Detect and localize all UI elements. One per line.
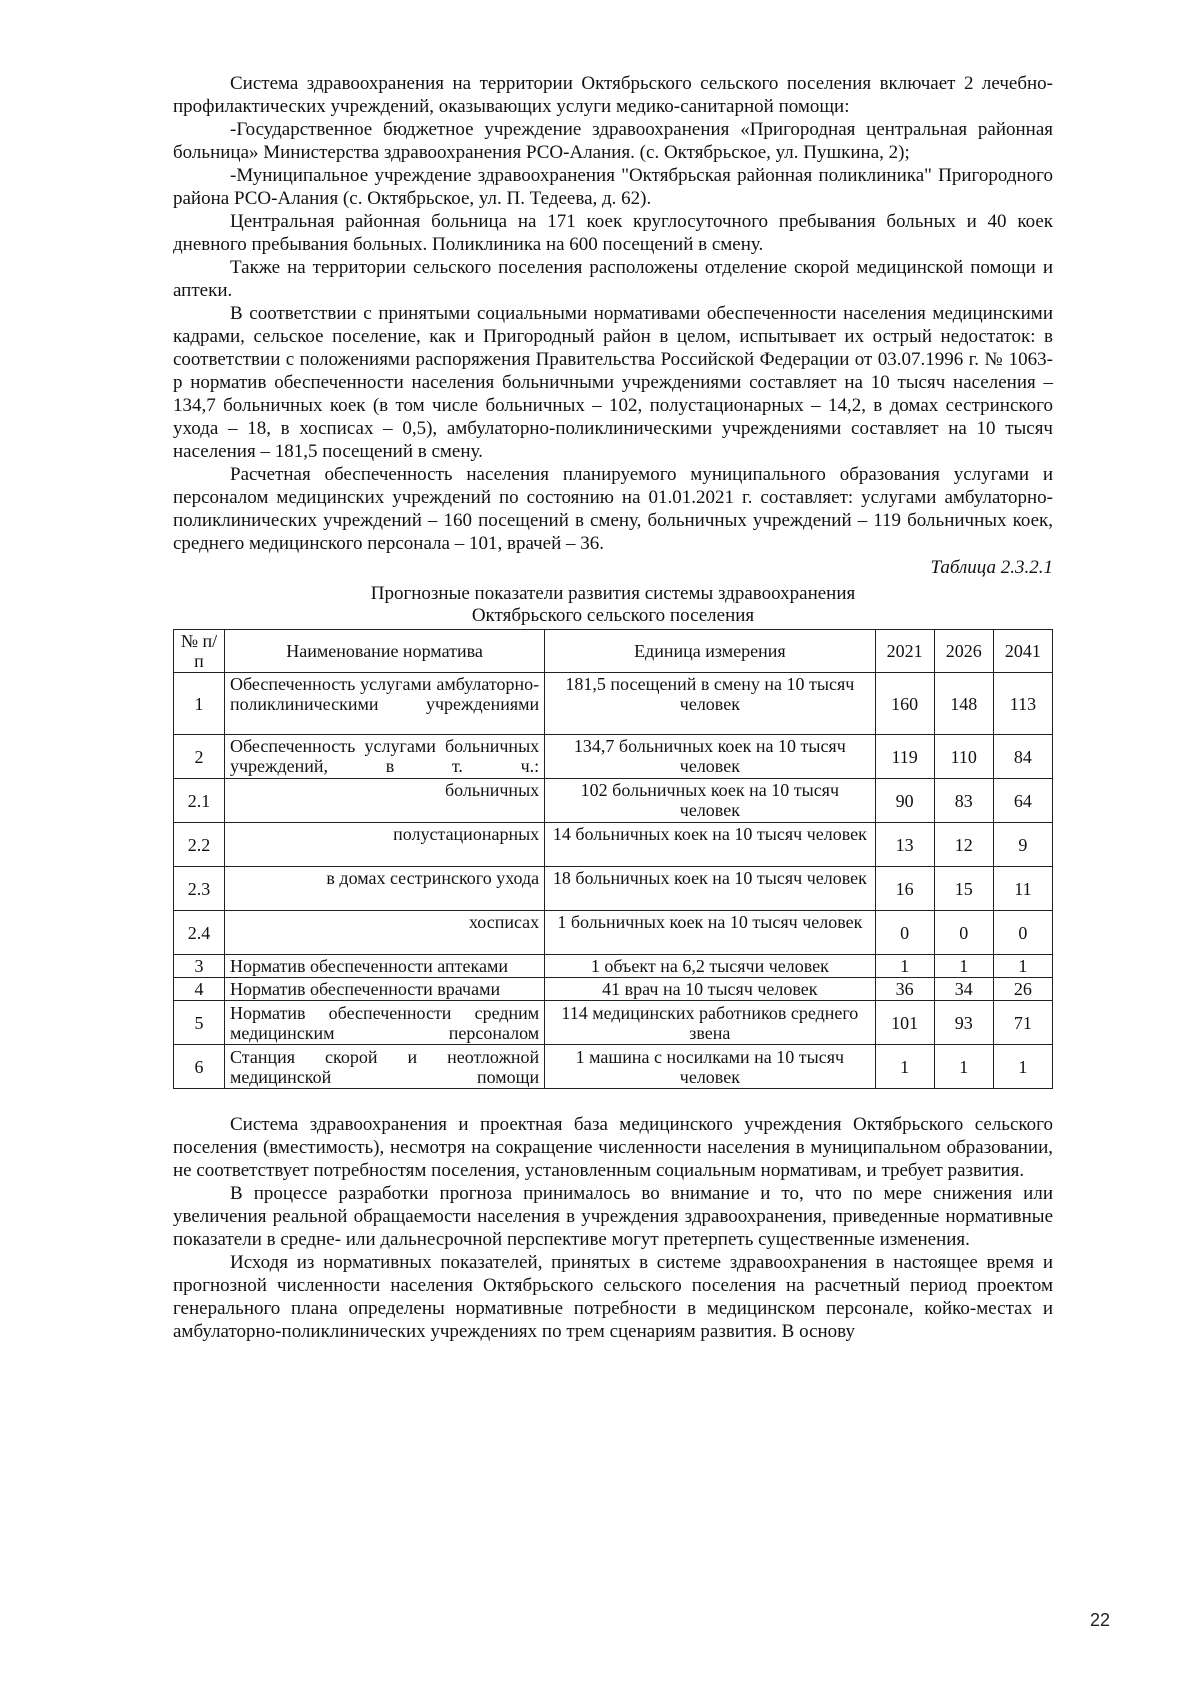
paragraph-forecast: В процессе разработки прогноза принималось во внимание и то, что по мере снижения или увеличения реальной обращаемости населения в учреждения здравоохранения, приведенные нормативные показатели в средне- или дальнесрочной перспективе могут претерпеть существенные изменения. [173,1183,1053,1250]
row-value-2041: 26 [993,978,1052,1001]
row-value-2026: 148 [934,673,993,735]
table-row [174,779,1053,823]
table-row [174,867,1053,911]
row-value-2021: 1 [875,955,934,978]
row-name: Обеспеченность услугами амбулаторно-поликлиническими учреждениями [224,673,544,735]
row-value-2026: 34 [934,978,993,1001]
row-value-2021: 90 [875,779,934,823]
paragraph-hospital: -Государственное бюджетное учреждение здравоохранения «Пригородная центральная районная больница» Министерства здравоохранения РСО-Алания. (с. Октябрьское, ул. Пушкина, 2); [173,119,1053,163]
row-number: 2.4 [174,911,225,955]
paragraph-polyclinic: -Муниципальное учреждение здравоохранения "Октябрьская районная поликлиника" Пригородного района РСО-Алания (с. Октябрьское, ул. П. Тедеева, д. 62). [173,165,1053,209]
row-number: 4 [174,978,225,1001]
row-value-2041: 0 [993,911,1052,955]
row-unit: 14 больничных коек на 10 тысяч человек [545,823,875,867]
table-title-line1: Прогнозные показатели развития системы здравоохранения [370,583,856,604]
row-unit: 18 больничных коек на 10 тысяч человек [545,867,875,911]
table-label: Таблица 2.3.2.1 [930,557,1053,578]
row-number: 1 [174,673,225,735]
row-unit: 1 объект на 6,2 тысячи человек [545,955,875,978]
row-value-2021: 119 [875,735,934,779]
row-number: 3 [174,955,225,978]
row-value-2021: 36 [875,978,934,1001]
row-value-2021: 16 [875,867,934,911]
healthcare-forecast-table [173,629,1053,1089]
row-unit: 1 машина с носилками на 10 тысяч человек [545,1045,875,1089]
header-unit: Единица измерения [545,630,875,673]
row-value-2026: 0 [934,911,993,955]
paragraph-scenarios: Исходя из нормативных показателей, принятых в системе здравоохранения в настоящее время и прогнозной численности населения Октябрьского сельского поселения на расчетный период проектом генерального плана определены нормативные потребности в медицинском персонале, койко-местах и амбулаторно-поликлинических учреждениях по трем сценариям развития. В основу [173,1252,1053,1342]
row-name: в домах сестринского ухода [224,867,544,911]
row-value-2041: 11 [993,867,1052,911]
table-row [174,823,1053,867]
row-name: хосписах [224,911,544,955]
table-row [174,1045,1053,1089]
row-name: больничных [224,779,544,823]
row-value-2026: 1 [934,955,993,978]
row-value-2021: 1 [875,1045,934,1089]
row-value-2021: 0 [875,911,934,955]
paragraph-conclusion: Система здравоохранения и проектная база медицинского учреждения Октябрьского сельского поселения (вместимость), несмотря на сокращение численности населения в муниципальном образовании, не соответствует потребностям поселения, установленным социальным нормативам, и требует развития. [173,1114,1053,1181]
row-unit: 181,5 посещений в смену на 10 тысяч человек [545,673,875,735]
row-value-2021: 101 [875,1001,934,1045]
row-unit: 134,7 больничных коек на 10 тысяч человек [545,735,875,779]
row-name: Норматив обеспеченности аптеками [224,955,544,978]
row-name: Норматив обеспеченности средним медицинским персоналом [224,1001,544,1045]
row-name: Обеспеченность услугами больничных учреждений, в т. ч.: [224,735,544,779]
row-value-2021: 13 [875,823,934,867]
row-number: 2 [174,735,225,779]
table-row [174,911,1053,955]
paragraph-norms: В соответствии с принятыми социальными нормативами обеспеченности населения медицинскими кадрами, сельское поселение, как и Пригородный район в целом, испытывает их острый недостаток: в соответствии с положениями распоряжения Правительства Российской Федерации от 03.07.1996 г. № 1063-р норматив обеспеченности населения больничными учреждениями составляет на 10 тысяч населения – 134,7 больничных коек (в том числе больничных – 102, полустационарных – 14,2, в домах сестринского ухода – 18, в хосписах – 0,5), амбулаторно-поликлиническими учреждениями составляет на 10 тысяч населения – 181,5 посещений в смену. [173,303,1053,462]
table-row [174,978,1053,1001]
header-number: № п/п [174,630,225,673]
paragraph-estimate: Расчетная обеспеченность населения планируемого муниципального образования услугами и персоналом медицинских учреждений по состоянию на 01.01.2021 г. составляет: услугами амбулаторно-поликлинических учреждений – 160 посещений в смену, больничных учреждений – 119 больничных коек, среднего медицинского персонала – 101, врачей – 36. [173,464,1053,554]
table-row [174,673,1053,735]
row-value-2041: 9 [993,823,1052,867]
header-2021: 2021 [875,630,934,673]
row-number: 2.2 [174,823,225,867]
row-unit: 102 больничных коек на 10 тысяч человек [545,779,875,823]
table-row [174,955,1053,978]
row-name: полустационарных [224,823,544,867]
paragraph-intro: Система здравоохранения на территории Октябрьского сельского поселения включает 2 лечебно-профилактических учреждений, оказывающих услуги медико-санитарной помощи: [173,73,1053,117]
row-value-2026: 15 [934,867,993,911]
page-number: 22 [1090,1610,1111,1630]
row-value-2041: 113 [993,673,1052,735]
table-header-row [174,630,1053,673]
row-unit: 1 больничных коек на 10 тысяч человек [545,911,875,955]
row-number: 2.3 [174,867,225,911]
row-value-2026: 1 [934,1045,993,1089]
row-value-2021: 160 [875,673,934,735]
row-name: Станция скорой и неотложной медицинской помощи [224,1045,544,1089]
row-unit: 114 медицинских работников среднего звена [545,1001,875,1045]
table-row [174,735,1053,779]
row-unit: 41 врач на 10 тысяч человек [545,978,875,1001]
table-title-line2: Октябрьского сельского поселения [471,605,755,626]
header-2026: 2026 [934,630,993,673]
paragraph-capacity: Центральная районная больница на 171 коек круглосуточного пребывания больных и 40 коек дневного пребывания больных. Поликлиника на 600 посещений в смену. [173,211,1053,255]
row-value-2041: 84 [993,735,1052,779]
row-number: 6 [174,1045,225,1089]
table-row [174,1001,1053,1045]
row-value-2026: 93 [934,1001,993,1045]
row-number: 2.1 [174,779,225,823]
row-value-2041: 1 [993,1045,1052,1089]
row-value-2026: 110 [934,735,993,779]
row-value-2026: 12 [934,823,993,867]
row-value-2041: 1 [993,955,1052,978]
row-name: Норматив обеспеченности врачами [224,978,544,1001]
row-value-2041: 71 [993,1001,1052,1045]
header-norm-name: Наименование норматива [224,630,544,673]
row-number: 5 [174,1001,225,1045]
paragraph-ambulance: Также на территории сельского поселения расположены отделение скорой медицинской помощи и аптеки. [173,257,1053,301]
row-value-2041: 64 [993,779,1052,823]
row-value-2026: 83 [934,779,993,823]
header-2041: 2041 [993,630,1052,673]
document-page [173,72,1053,1343]
